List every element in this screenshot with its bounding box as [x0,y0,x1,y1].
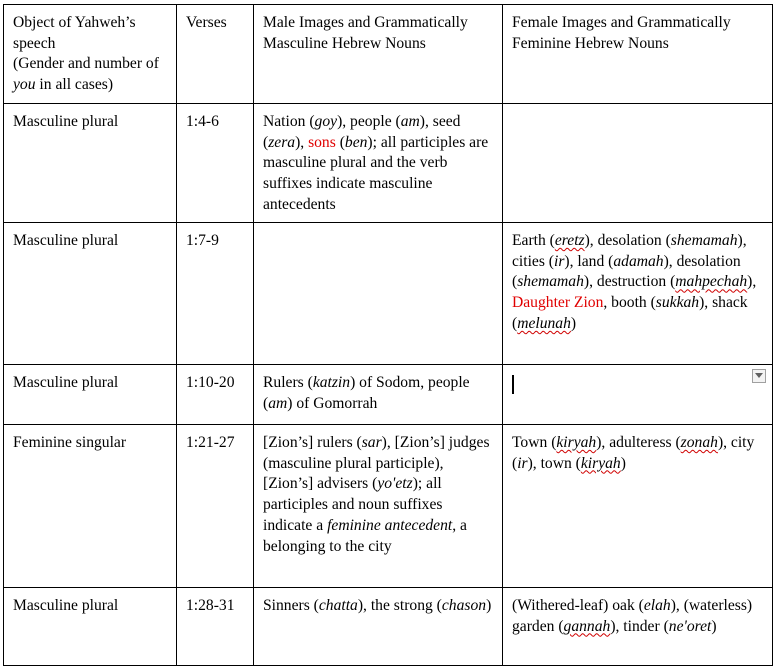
header-female[interactable] [503,5,773,104]
italic-term: elah [643,597,671,614]
male-cell[interactable] [254,588,503,666]
cell-text: Sinners ( [263,597,319,614]
cell-text: ), land ( [564,252,614,270]
male-cell[interactable] [254,365,503,425]
italic-term: melunah [517,314,571,332]
italic-term: ir [517,454,528,472]
cell-text: ( [335,133,345,151]
cell-text: ), (waterless) garden ( [512,597,753,635]
italic-term: kiryah [580,454,621,472]
cell-text: Masculine plural [13,597,119,614]
female-cell[interactable] [503,104,773,223]
cell-text: ) [486,597,492,614]
cell-text: 1:28-31 [186,597,235,614]
italic-term: ne'oret [668,617,712,635]
header-row [4,5,773,104]
italic-term: mahpechah [675,273,748,291]
cell-text: Nation ( [263,113,315,130]
cell-text: Masculine plural [13,113,119,130]
italic-term: feminine antecedent [327,516,453,534]
italic-term: eretz [554,232,585,249]
verses-cell[interactable] [177,588,254,666]
cell-text: ), people ( [337,113,401,130]
italic-term: chatta [318,597,358,614]
table-row [4,104,773,223]
italic-term: zonah [680,434,718,451]
italic-term: zera [268,133,296,151]
female-cell[interactable] [503,425,773,588]
cell-text: ), desolation ( [584,232,671,249]
table-row [4,223,773,365]
cell-text: Feminine singular [13,434,127,451]
chevron-down-icon[interactable] [752,369,766,383]
cell-text: ), city ( [512,434,755,472]
italic-term: chason [441,597,487,614]
cell-text: Male Images and Grammatically Masculine Hebrew Nouns [263,14,468,52]
cell-text: 1:4-6 [186,113,219,130]
cell-text: 1:7-9 [186,232,219,249]
italic-term: gannah [563,617,611,635]
cell-text: Masculine plural [13,374,119,391]
highlighted-word: Daughter Zion [512,294,604,312]
cell-text: ), town ( [527,454,581,472]
cell-text: [Zion’s] rulers ( [263,434,362,451]
italic-term: ir [554,252,565,270]
header-verses[interactable] [177,5,254,104]
cell-text: ), destruction ( [583,273,676,291]
italic-term: adamah [613,252,664,270]
female-cell[interactable] [503,365,773,425]
italic-term: sukkah [655,294,700,312]
cell-text: ) [570,314,577,332]
cell-text: ), [295,133,309,151]
male-cell[interactable] [254,425,503,588]
cell-text: Female Images and Grammatically Feminine Hebrew Nouns [512,14,731,52]
italic-term: katzin [312,374,351,391]
cell-text: , a belonging to the city [263,516,467,555]
cell-text: in all cases) [35,76,114,94]
italic-term: you [13,76,36,94]
italic-term: yo'etz [377,475,413,493]
cell-text: ), [747,273,757,291]
italic-term: shemamah [517,273,584,291]
cell-text: ), shack ( [512,294,748,332]
verses-cell[interactable] [177,365,254,425]
table-row [4,425,773,588]
cell-text: ); all participles and noun suffixes indicate a [263,475,443,534]
header-object[interactable] [4,5,177,104]
italic-term: sar [361,434,382,451]
object-cell[interactable] [4,223,177,365]
cell-text: ), cities ( [512,232,747,270]
male-cell[interactable] [254,104,503,223]
table-row [4,588,773,666]
document-table [3,4,773,666]
cell-text: ), the strong ( [357,597,442,614]
header-male[interactable] [254,5,503,104]
cell-text: (Gender and number of [13,55,159,73]
cell-text: ) [620,454,626,472]
cell-text: Town ( [512,434,557,451]
male-cell[interactable] [254,223,503,365]
cell-text: ) of Gomorrah [287,394,378,412]
female-cell[interactable] [503,588,773,666]
italic-term: goy [314,113,338,130]
cell-text: ) of Sodom, people ( [263,374,470,412]
italic-term: am [268,394,288,412]
object-cell[interactable] [4,425,177,588]
cell-text: ), [Zion’s] judges (masculine plural participle), [Zion’s] advisers ( [263,434,490,493]
cell-text: ), desolation ( [512,252,741,291]
italic-term: shemamah [670,232,738,249]
highlighted-word: sons [308,133,336,151]
verses-cell[interactable] [177,104,254,223]
verses-cell[interactable] [177,425,254,588]
cell-text: ) [711,617,717,635]
cell-text: , booth ( [603,294,656,312]
female-cell[interactable] [503,223,773,365]
object-cell[interactable] [4,365,177,425]
cell-text: ), seed ( [263,113,461,151]
text-cursor [512,375,514,394]
cell-text: (Withered-leaf) oak ( [512,597,644,614]
italic-term: am [400,113,420,130]
cell-text: ), adulteress ( [596,434,681,451]
cell-text: 1:21-27 [186,434,235,451]
cell-text: 1:10-20 [186,374,235,391]
cell-text: Verses [186,14,227,31]
table-row [4,365,773,425]
verses-cell[interactable] [177,223,254,365]
cell-text: Masculine plural [13,232,119,249]
italic-term: ben [344,133,368,151]
cell-text: Object of Yahweh’s speech [13,14,136,52]
object-cell[interactable] [4,104,177,223]
cell-text: Rulers ( [263,374,313,391]
italic-term: kiryah [556,434,597,451]
cell-text: ), tinder ( [610,617,669,635]
object-cell[interactable] [4,588,177,666]
cell-text: Earth ( [512,232,555,249]
cell-text: ); all participles are masculine plural and the verb suffixes indicate masculine antecedents [263,133,489,213]
